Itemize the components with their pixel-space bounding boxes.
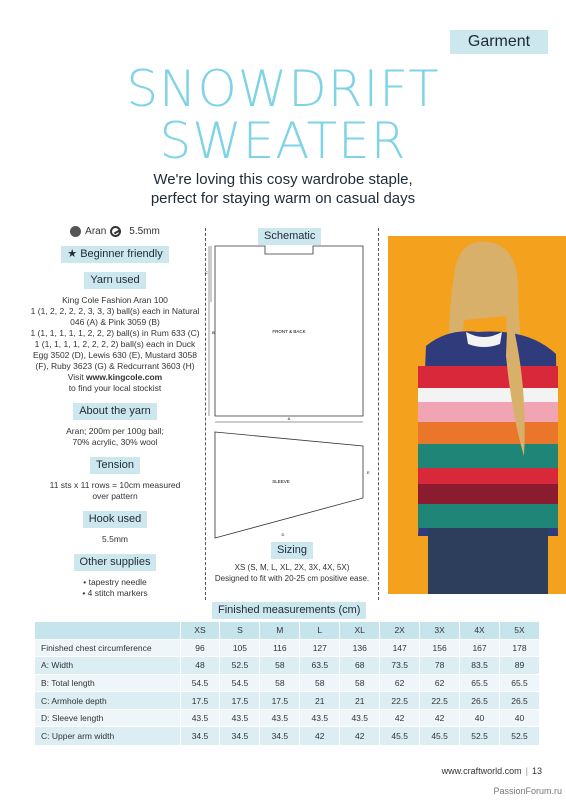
tension-line: 11 sts x 11 rows = 10cm measured xyxy=(49,480,181,490)
table-row xyxy=(35,674,540,692)
title-line-2: SWEATER xyxy=(159,112,407,170)
table-cell: 127 xyxy=(300,639,340,657)
row-label: A: Width xyxy=(35,657,180,675)
page-number: 13 xyxy=(531,766,542,776)
size-header: 5X xyxy=(500,622,540,639)
table-cell: 34.5 xyxy=(180,727,220,745)
table-row xyxy=(35,692,540,710)
sleeve-label: SLEEVE xyxy=(272,479,290,484)
table-cell: 96 xyxy=(180,639,220,657)
watermark: PassionForum.ru xyxy=(493,786,562,796)
table-cell: 21 xyxy=(340,692,380,710)
yarn-line: 1 (1, 1, 1, 1, 2, 2, 2, 2) ball(s) each in Duck xyxy=(34,339,196,349)
measurements-table xyxy=(35,622,540,745)
kingcole-link[interactable]: www.kingcole.com xyxy=(86,372,163,382)
table-cell: 73.5 xyxy=(380,657,420,675)
table-cell: 43.5 xyxy=(340,709,380,727)
table-cell: 52.5 xyxy=(220,657,260,675)
row-label: Finished chest circumference xyxy=(35,639,180,657)
subtitle-line-1: We're loving this cosy wardrobe staple, xyxy=(153,171,413,188)
stockist-line: to find your local stockist xyxy=(68,383,162,393)
table-cell: 34.5 xyxy=(220,727,260,745)
star-icon: ★ xyxy=(67,248,78,260)
sizing-block xyxy=(205,542,379,584)
footer-site: www.craftworld.com xyxy=(441,766,522,776)
schematic-heading: Schematic xyxy=(258,228,321,245)
dim-e-mark: E xyxy=(367,470,370,475)
skill-level: Beginner friendly xyxy=(80,248,163,260)
table-cell: 26.5 xyxy=(500,692,540,710)
row-label: D: Sleeve length xyxy=(35,709,180,727)
table-cell: 52.5 xyxy=(500,727,540,745)
dim-d-mark: D xyxy=(281,532,285,537)
table-cell: 63.5 xyxy=(300,657,340,675)
table-cell: 167 xyxy=(460,639,500,657)
yarn-ball-icon xyxy=(70,226,81,237)
title-line-1: SNOWDRIFT xyxy=(126,60,440,118)
table-cell: 42 xyxy=(420,709,460,727)
sizing-line: Designed to fit with 20-25 cm positive ease. xyxy=(214,574,370,583)
dim-c-mark: C xyxy=(205,270,208,275)
table-cell: 58 xyxy=(260,657,300,675)
skill-level-badge xyxy=(61,246,169,263)
table-cell: 40 xyxy=(500,709,540,727)
table-cell: 22.5 xyxy=(420,692,460,710)
table-cell: 52.5 xyxy=(460,727,500,745)
yarn-line: (F), Ruby 3623 (G) & Redcurrant 3603 (H) xyxy=(35,361,195,371)
crochet-hook-icon xyxy=(110,226,121,237)
size-header: 4X xyxy=(460,622,500,639)
row-label: C: Armhole depth xyxy=(35,692,180,710)
size-header: XL xyxy=(340,622,380,639)
table-cell: 43.5 xyxy=(180,709,220,727)
yarn-line: King Cole Fashion Aran 100 xyxy=(62,295,168,305)
row-label: B: Total length xyxy=(35,674,180,692)
sizing-heading: Sizing xyxy=(271,542,313,559)
table-cell: 105 xyxy=(220,639,260,657)
hook-size: 5.5mm xyxy=(129,226,160,237)
schematic-drawing xyxy=(205,240,379,540)
section-tag: Garment xyxy=(450,30,548,54)
table-cell: 45.5 xyxy=(420,727,460,745)
table-cell: 21 xyxy=(300,692,340,710)
yarn-line: 1 (1, 1, 1, 1, 1, 2, 2, 2) ball(s) in Rum 633 (C) xyxy=(30,328,200,338)
size-header: L xyxy=(300,622,340,639)
front-back-label: FRONT & BACK xyxy=(272,329,306,334)
table-cell: 62 xyxy=(380,674,420,692)
table-cell: 62 xyxy=(420,674,460,692)
about-yarn-line: Aran; 200m per 100g ball; xyxy=(66,426,164,436)
table-row xyxy=(35,657,540,675)
subtitle-line-2: perfect for staying warm on casual days xyxy=(150,190,416,207)
sizing-line: XS (S, M, L, XL, 2X, 3X, 4X, 5X) xyxy=(234,563,350,572)
table-cell: 68 xyxy=(340,657,380,675)
tension-line: over pattern xyxy=(92,491,138,501)
table-cell: 42 xyxy=(300,727,340,745)
size-header: 3X xyxy=(420,622,460,639)
sweater-photo xyxy=(388,236,566,594)
table-cell: 40 xyxy=(460,709,500,727)
table-cell: 17.5 xyxy=(220,692,260,710)
yarn-line: 046 (A) & Pink 3059 (B) xyxy=(70,317,160,327)
table-cell: 58 xyxy=(340,674,380,692)
table-cell: 42 xyxy=(340,727,380,745)
yarn-weight: Aran xyxy=(85,226,107,237)
table-cell: 17.5 xyxy=(180,692,220,710)
tension-heading: Tension xyxy=(90,457,140,474)
sleeve-panel xyxy=(215,432,363,538)
table-cell: 116 xyxy=(260,639,300,657)
table-cell: 26.5 xyxy=(460,692,500,710)
spec-row xyxy=(25,226,205,237)
table-cell: 43.5 xyxy=(300,709,340,727)
dim-a-mark: A xyxy=(287,416,291,421)
table-cell: 58 xyxy=(260,674,300,692)
supply-item: • 4 stitch markers xyxy=(82,588,148,598)
table-cell: 17.5 xyxy=(260,692,300,710)
about-yarn-line: 70% acrylic, 30% wool xyxy=(72,437,158,447)
table-header-row xyxy=(35,622,540,639)
visit-line xyxy=(25,372,205,383)
table-row xyxy=(35,727,540,745)
about-yarn-heading: About the yarn xyxy=(73,403,157,420)
page-footer: www.craftworld.com | 13 xyxy=(441,766,542,776)
measurements-heading: Finished measurements (cm) xyxy=(212,602,366,619)
table-cell: 83.5 xyxy=(460,657,500,675)
hook-used-value: 5.5mm xyxy=(102,534,128,544)
striped-sweater xyxy=(418,331,558,536)
dim-b-mark: B xyxy=(212,330,215,335)
size-header: 2X xyxy=(380,622,420,639)
table-row xyxy=(35,639,540,657)
table-cell: 45.5 xyxy=(380,727,420,745)
table-cell: 34.5 xyxy=(260,727,300,745)
table-cell: 65.5 xyxy=(460,674,500,692)
table-cell: 65.5 xyxy=(500,674,540,692)
visit-prefix: Visit xyxy=(67,372,87,382)
table-header-blank xyxy=(35,622,180,639)
yarn-used-heading: Yarn used xyxy=(84,272,145,289)
size-header: S xyxy=(220,622,260,639)
size-header: XS xyxy=(180,622,220,639)
table-cell: 178 xyxy=(500,639,540,657)
size-header: M xyxy=(260,622,300,639)
table-cell: 78 xyxy=(420,657,460,675)
table-row xyxy=(35,709,540,727)
row-label: C: Upper arm width xyxy=(35,727,180,745)
model-jeans xyxy=(428,528,548,594)
table-cell: 22.5 xyxy=(380,692,420,710)
yarn-line: 1 (1, 2, 2, 2, 2, 3, 3, 3) ball(s) each in Natural xyxy=(30,306,200,316)
subtitle xyxy=(0,170,566,208)
table-cell: 136 xyxy=(340,639,380,657)
table-cell: 54.5 xyxy=(180,674,220,692)
supply-item: • tapestry needle xyxy=(83,577,147,587)
table-cell: 147 xyxy=(380,639,420,657)
other-supplies-heading: Other supplies xyxy=(74,554,157,571)
table-cell: 156 xyxy=(420,639,460,657)
pattern-info-column xyxy=(25,226,205,599)
yarn-line: Egg 3502 (D), Lewis 630 (E), Mustard 3058 xyxy=(33,350,197,360)
table-cell: 54.5 xyxy=(220,674,260,692)
table-cell: 48 xyxy=(180,657,220,675)
table-cell: 58 xyxy=(300,674,340,692)
table-cell: 89 xyxy=(500,657,540,675)
table-cell: 43.5 xyxy=(220,709,260,727)
table-cell: 43.5 xyxy=(260,709,300,727)
table-cell: 42 xyxy=(380,709,420,727)
hook-used-heading: Hook used xyxy=(83,511,148,528)
